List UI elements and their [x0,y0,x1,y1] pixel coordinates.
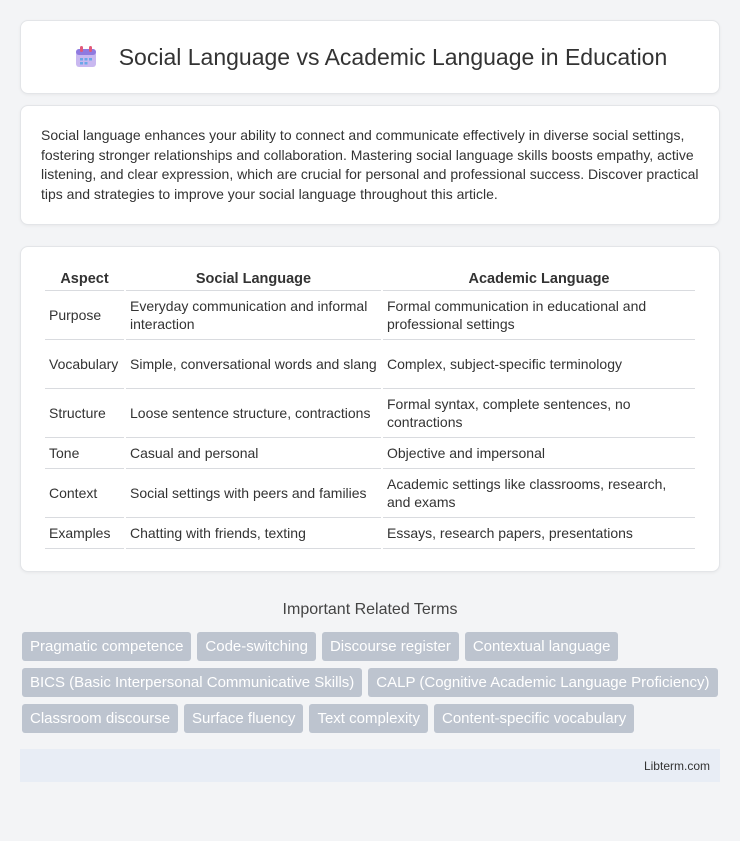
header-aspect: Aspect [45,267,124,291]
cell-social: Casual and personal [126,438,381,469]
title-card [20,20,720,94]
footer-site-link[interactable]: Libterm.com [643,758,710,773]
term-tag[interactable]: CALP (Cognitive Academic Language Proficiency) [368,668,717,697]
cell-aspect: Vocabulary [45,340,124,389]
cell-academic: Academic settings like classrooms, research, and exams [383,469,695,518]
cell-social: Loose sentence structure, contractions [126,389,381,438]
related-terms-section [0,601,740,733]
header-academic-language: Academic Language [383,267,695,291]
term-tag[interactable]: Classroom discourse [22,704,178,733]
cell-social: Social settings with peers and families [126,469,381,518]
page-title: Social Language vs Academic Language in Education [118,43,668,70]
table-row [45,291,695,340]
comparison-table [43,267,697,549]
cell-aspect: Purpose [45,291,124,340]
term-tag[interactable]: Discourse register [322,632,459,661]
cell-aspect: Context [45,469,124,518]
term-tag[interactable]: BICS (Basic Interpersonal Communicative Skills) [22,668,362,697]
header-social-language: Social Language [126,267,381,291]
term-tag[interactable]: Content-specific vocabulary [434,704,634,733]
table-row [45,518,695,549]
intro-card [20,105,720,225]
cell-social: Chatting with friends, texting [126,518,381,549]
footer [20,749,720,782]
cell-social: Everyday communication and informal interaction [126,291,381,340]
related-terms-title: Important Related Terms [282,601,458,618]
table-row [45,438,695,469]
cell-academic: Formal syntax, complete sentences, no contractions [383,389,695,438]
comparison-card [20,246,720,572]
cell-academic: Essays, research papers, presentations [383,518,695,549]
cell-academic: Complex, subject-specific terminology [383,340,695,389]
table-row [45,340,695,389]
table-header-row [45,267,695,291]
term-tag[interactable]: Code-switching [197,632,316,661]
cell-academic: Objective and impersonal [383,438,695,469]
intro-paragraph: Social language enhances your ability to connect and communicate effectively in diverse social settings, fostering stronger relationships and collaboration. Mastering social language skills boosts empathy, active listening, and clear expression, which are crucial for personal and professional success. Discover practical tips and strategies to improve your social language throughout this article. [41,127,699,202]
cell-aspect: Examples [45,518,124,549]
related-terms-list [22,632,722,733]
table-row [45,389,695,438]
cell-aspect: Tone [45,438,124,469]
cell-aspect: Structure [45,389,124,438]
term-tag[interactable]: Contextual language [465,632,619,661]
cell-social: Simple, conversational words and slang [126,340,381,389]
table-row [45,469,695,518]
term-tag[interactable]: Pragmatic competence [22,632,191,661]
calendar-icon [73,44,99,70]
term-tag[interactable]: Text complexity [309,704,428,733]
term-tag[interactable]: Surface fluency [184,704,303,733]
cell-academic: Formal communication in educational and professional settings [383,291,695,340]
